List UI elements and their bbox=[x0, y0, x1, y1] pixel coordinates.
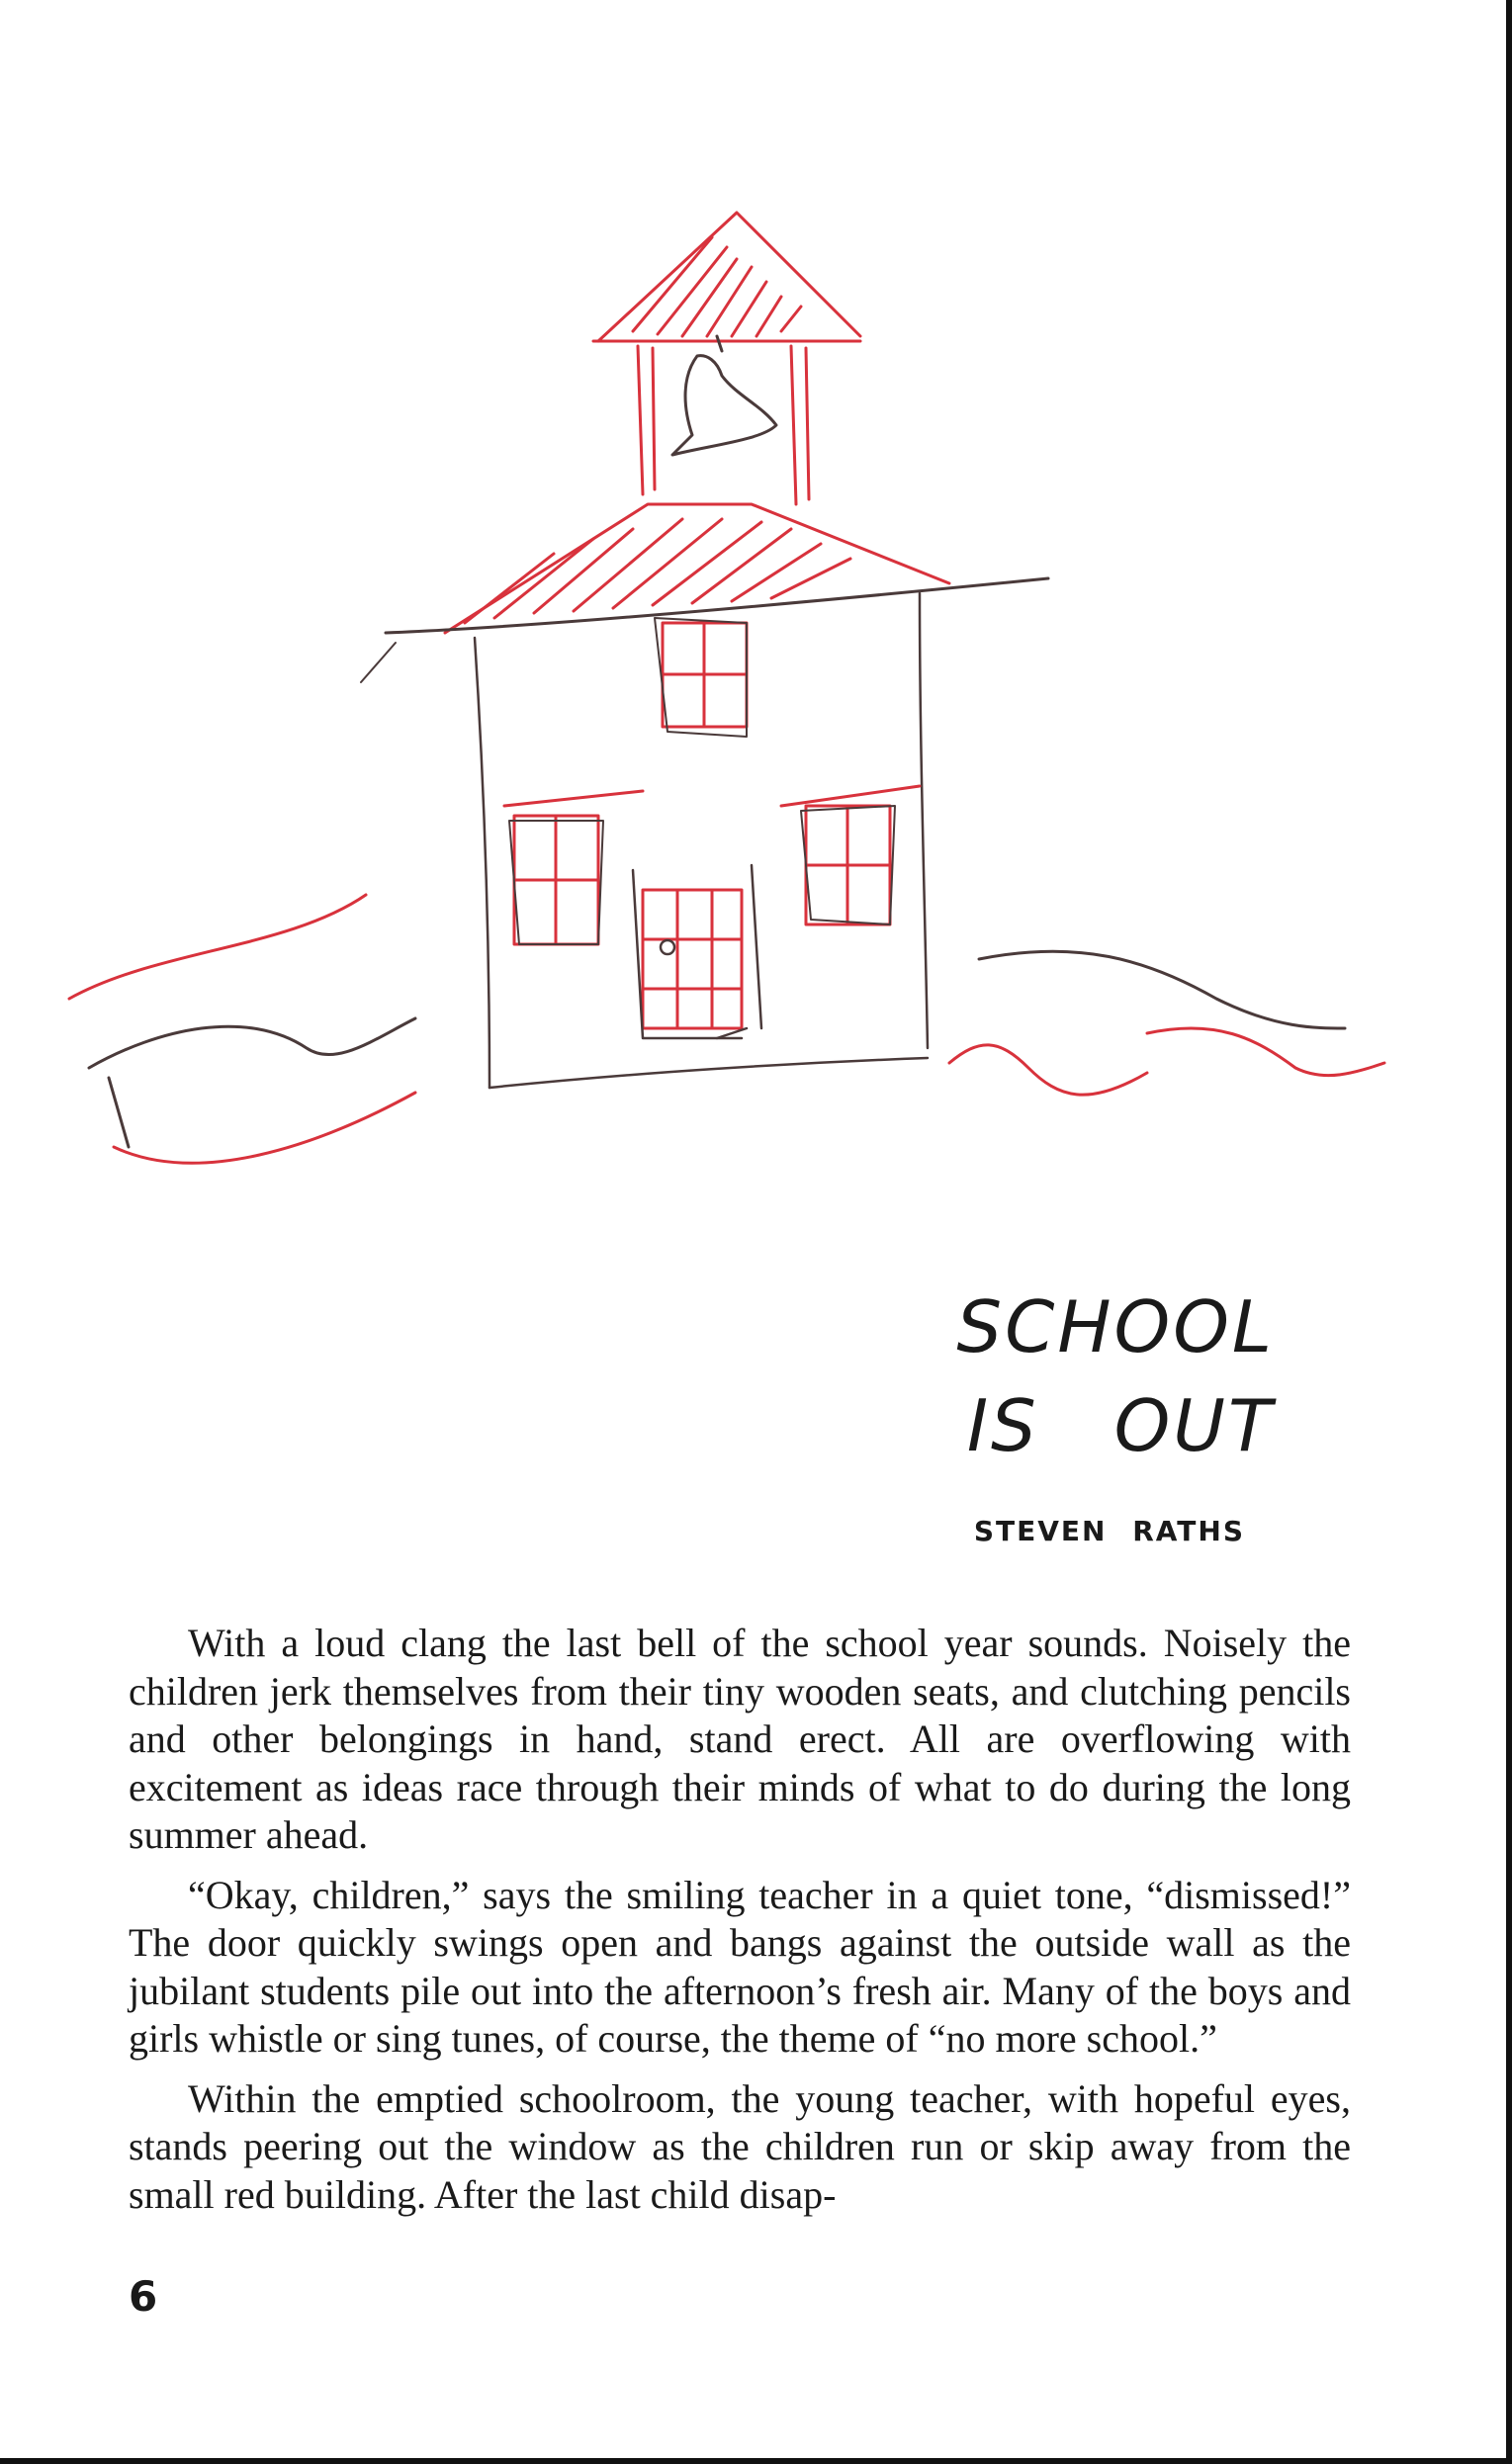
body-paragraph: Within the emptied schoolroom, the young teacher, with hopeful eyes, stands peering out the window as the children run or skip away from the small red building. After the last child disap- bbox=[129, 2075, 1351, 2217]
main-roof bbox=[445, 504, 949, 633]
page-edge-right bbox=[1506, 0, 1512, 2464]
bell-icon bbox=[672, 336, 776, 455]
article-title-line2: IS OUT bbox=[966, 1384, 1275, 1467]
upper-window bbox=[663, 623, 747, 727]
body-paragraph: “Okay, children,” says the smiling teacher in a quiet tone, “dismissed!” The door quickly swings open and bangs against the outside wall as the jubilant students pile out into the afternoon’s fresh air. Many of the boys and girls whistle or sing tunes, of course, the theme of “no more school.” bbox=[129, 1872, 1351, 2061]
body-paragraph: With a loud clang the last bell of the school year sounds. Noisely the children jerk themselves from their tiny wooden seats, and clutching pencils and other belongings in hand, stand erect. All are overflowing with excitement as ideas race through their minds of what to do during the long summer ahead. bbox=[129, 1621, 1351, 1857]
article-body bbox=[129, 1620, 1351, 2231]
tower-roof bbox=[593, 213, 860, 341]
page-number: 6 bbox=[129, 2272, 158, 2321]
door bbox=[643, 890, 742, 1028]
tower-walls bbox=[638, 346, 809, 504]
page-edge-bottom bbox=[0, 2458, 1512, 2464]
article-author: STEVEN RATHS bbox=[973, 1515, 1245, 1547]
building-walls bbox=[475, 593, 928, 1088]
article-title-line1: SCHOOL bbox=[956, 1285, 1275, 1368]
right-window bbox=[781, 786, 920, 924]
left-window bbox=[504, 791, 643, 944]
